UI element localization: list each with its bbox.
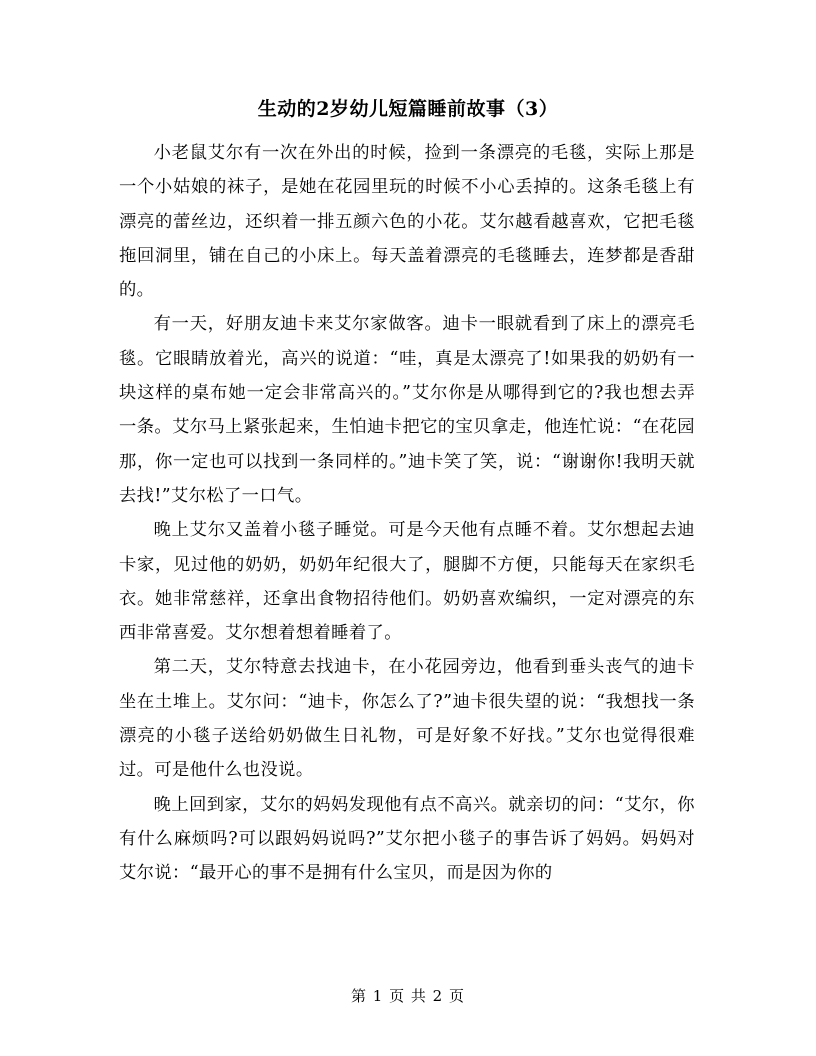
paragraph-2: 有一天，好朋友迪卡来艾尔家做客。迪卡一眼就看到了床上的漂亮毛毯。它眼睛放着光，高兴的说道：“哇，真是太漂亮了!如果我的奶奶有一块这样的桌布她一定会非常高兴的。”艾尔你是从哪得到它的?我也想去弄一条。艾尔马上紧张起来，生怕迪卡把它的宝贝拿走，他连忙说：“在花园那，你一定也可以找到一条同样的。”迪卡笑了笑，说：“谢谢你!我明天就去找!”艾尔松了一口气。	[119, 314, 695, 506]
story-body	[119, 136, 695, 891]
paragraph-3: 晚上艾尔又盖着小毯子睡觉。可是今天他有点睡不着。艾尔想起去迪卡家，见过他的奶奶，奶奶年纪很大了，腿脚不方便，只能每天在家织毛衣。她非常慈祥，还拿出食物招待他们。奶奶喜欢编织，一定对漂亮的东西非常喜爱。艾尔想着想着睡着了。	[119, 520, 695, 644]
paragraph-4: 第二天，艾尔特意去找迪卡，在小花园旁边，他看到垂头丧气的迪卡坐在土堆上。艾尔问：“迪卡，你怎么了?”迪卡很失望的说：“我想找一条漂亮的小毯子送给奶奶做生日礼物，可是好象不好找。”艾尔也觉得很难过。可是他什么也没说。	[119, 657, 695, 781]
paragraph-5: 晚上回到家，艾尔的妈妈发现他有点不高兴。就亲切的问：“艾尔，你有什么麻烦吗?可以跟妈妈说吗?”艾尔把小毯子的事告诉了妈妈。妈妈对艾尔说：“最开心的事不是拥有什么宝贝，而是因为你的	[119, 794, 695, 884]
document-title: 生动的2岁幼儿短篇睡前故事（3）	[257, 98, 559, 120]
page-number-footer: 第 1 页 共 2 页	[351, 987, 465, 1005]
paragraph-1: 小老鼠艾尔有一次在外出的时候，捡到一条漂亮的毛毯，实际上那是一个小姑娘的袜子，是她在花园里玩的时候不小心丢掉的。这条毛毯上有漂亮的蕾丝边，还织着一排五颜六色的小花。艾尔越看越喜欢，它把毛毯拖回洞里，铺在自己的小床上。每天盖着漂亮的毛毯睡去，连梦都是香甜的。	[119, 143, 695, 301]
